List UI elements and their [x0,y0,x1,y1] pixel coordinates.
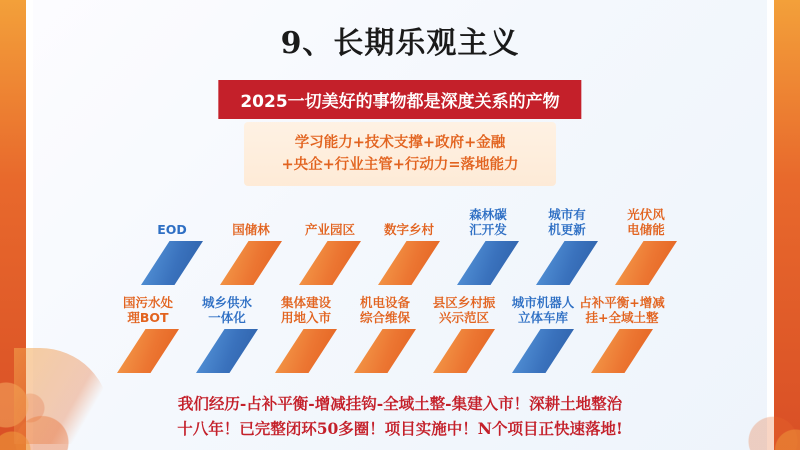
arrow-item[interactable] [208,205,294,285]
formula-line-1: 学习能力+技术支撑+政府+金融 [294,134,506,151]
arrow-shape-icon [220,241,282,285]
arrow-label: 县区乡村振 兴示范区 [432,295,496,325]
arrow-shape-icon [275,329,337,373]
arrow-shape-icon [433,329,495,373]
arrow-shape-icon [615,241,677,285]
arrow-label: 占补平衡+增减 挂+全域土整 [579,295,665,325]
arrow-shape-icon [354,329,416,373]
arrow-item[interactable] [129,205,215,285]
arrow-shape-icon [591,329,653,373]
subtitle-banner: 2025一切美好的事物都是深度关系的产物 [218,80,581,119]
closing-line-1: 我们经历-占补平衡-增减挂钩-全域土整-集建入市！深耕土地整治 [177,394,623,413]
arrow-label: 城市机器人 立体车库 [511,295,575,325]
formula-box [244,122,556,186]
arrow-label: EOD [157,222,187,237]
closing-statement [80,392,720,442]
arrow-item[interactable] [445,205,531,285]
arrow-shape-icon [299,241,361,285]
arrow-shape-icon [536,241,598,285]
arrow-label: 国污水处 理BOT [122,295,173,325]
arrow-row-bottom [0,293,800,393]
arrow-item[interactable] [105,293,191,373]
arrow-item[interactable] [421,293,507,373]
arrow-item[interactable] [500,293,586,373]
arrow-shape-icon [512,329,574,373]
arrow-item[interactable] [524,205,610,285]
arrow-item[interactable] [287,205,373,285]
arrow-label: 光伏风 电储能 [627,207,665,237]
arrow-shape-icon [378,241,440,285]
arrow-label: 集体建设 用地入市 [280,295,331,325]
arrow-label: 城市有 机更新 [548,207,586,237]
arrow-label: 机电设备 综合维保 [359,295,410,325]
arrow-label: 国储林 [232,222,270,237]
arrow-label: 产业园区 [304,222,355,237]
arrow-label: 城乡供水 一体化 [201,295,252,325]
arrow-label: 数字乡村 [383,222,434,237]
arrow-item[interactable] [184,293,270,373]
arrow-shape-icon [196,329,258,373]
arrow-item[interactable] [579,293,665,373]
arrow-row-top [0,205,800,305]
arrow-item[interactable] [342,293,428,373]
page-title: 9、长期乐观主义 [280,26,520,61]
arrow-item[interactable] [366,205,452,285]
arrow-label: 森林碳 汇开发 [469,207,507,237]
arrow-shape-icon [117,329,179,373]
arrow-shape-icon [457,241,519,285]
arrow-item[interactable] [603,205,689,285]
arrow-shape-icon [141,241,203,285]
arrow-item[interactable] [263,293,349,373]
closing-line-2: 十八年！已完整闭环50多圈！项目实施中！N个项目正快速落地! [177,418,623,438]
formula-line-2: +央企+行业主管+行动力=落地能力 [281,155,519,173]
